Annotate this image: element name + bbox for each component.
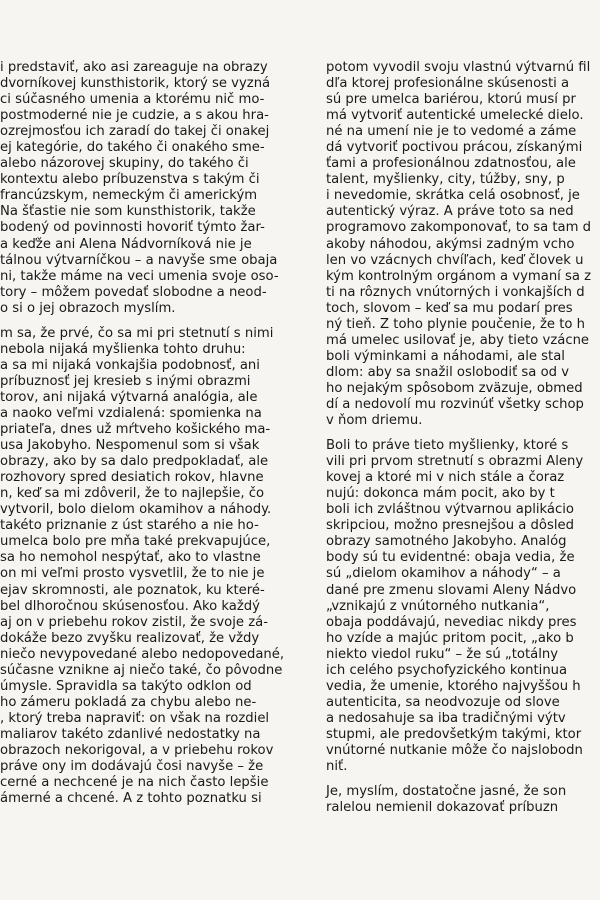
text-line: ci súčasného umenia a ktorému nič mo- xyxy=(0,92,265,108)
text-line: „vznikajú z vnútorného nutkania“, xyxy=(326,598,550,614)
text-line: né na umení nie je to vedomé a záme xyxy=(326,124,577,140)
text-line: kontextu alebo príbuzenstva s takým či xyxy=(0,172,260,188)
text-line: , ktorý treba napraviť: on však na rozdiel xyxy=(0,710,270,726)
text-line: dané pre zmenu slovami Aleny Nádvo xyxy=(326,582,577,598)
text-line: on mi veľmi prosto vysvetlil, že to nie je xyxy=(0,566,265,582)
text-line: ich celého psychofyzického kontinua xyxy=(326,662,568,678)
text-line: má vytvoriť autentické umelecké dielo. xyxy=(326,108,584,124)
text-line: talent, myšlienky, city, túžby, sny, p xyxy=(326,172,565,188)
text-line: sa ho nemohol nespýtať, ako to vlastne xyxy=(0,550,261,566)
text-line: ťami a profesionálnou zdatnosťou, ale xyxy=(326,156,576,172)
text-line: body sú tu evidentné: obaja vedia, že xyxy=(326,550,575,566)
text-line: tory – môžem povedať slobodne a neod- xyxy=(0,284,267,300)
text-line: dvorníkovej kunsthistorik, ktorý se vyzná xyxy=(0,76,271,92)
text-line: aj on v priebehu rokov zistil, že svoje zá- xyxy=(0,614,268,630)
text-line: vnútorné nutkanie môže čo najslobodn xyxy=(326,742,583,758)
text-line: vili pri prvom stretnutí s obrazmi Aleny xyxy=(326,454,584,470)
text-line: akoby náhodou, akýmsi zadným vcho xyxy=(326,236,575,252)
text-line: programovo zakomponovať, to sa tam d xyxy=(326,220,592,236)
text-line: i nevedomie, skrátka celá osobnosť, je xyxy=(326,188,580,204)
text-line: sú „dielom okamihov a náhody“ – a xyxy=(326,566,561,582)
text-line: dľa ktorej profesionálne skúsenosti a xyxy=(326,76,570,92)
text-line: príbuznosť jej kresieb s inými obrazmi xyxy=(0,373,251,389)
text-line: rozhovory spred desiatich rokov, hlavne xyxy=(0,470,264,486)
text-column-right xyxy=(326,60,600,816)
paragraph-gap xyxy=(326,775,600,784)
text-line: francúzskym, nemeckým či americkým xyxy=(0,188,258,204)
text-line: úmysle. Spravidla sa takýto odklon od xyxy=(0,678,252,694)
text-column-left xyxy=(0,60,296,807)
text-line: autenticita, sa neodvozuje od slove xyxy=(326,694,560,710)
text-line: ozrejmosťou ich zaradí do takej či onakej xyxy=(0,124,270,140)
text-line: bel dlhoročnou skúsenosťou. Ako každý xyxy=(0,598,260,614)
text-line: takéto priznanie z úst starého a nie ho- xyxy=(0,518,259,534)
text-line: tálnou výtvarníčkou – a navyše sme obaja xyxy=(0,252,278,268)
text-line: cerné a nechcené je na nich často lepšie xyxy=(0,775,269,791)
text-line: ralelou nemienil dokazovať príbuzn xyxy=(326,800,559,816)
text-line: dí a nedovolí mu rozvinúť všetky schop xyxy=(326,396,584,412)
text-line: ti na rôznych vnútorných i vonkajších d xyxy=(326,284,585,300)
text-line: Je, myslím, dostatočne jasné, že son xyxy=(326,784,567,800)
text-line: dá vytvoriť poctivou prácou, získanými xyxy=(326,140,583,156)
text-line: Boli to práve tieto myšlienky, ktoré s xyxy=(326,438,569,454)
text-line: boli výminkami a náhodami, ale stal xyxy=(326,348,565,364)
text-line: ejav skromnosti, ale poznatok, ku které- xyxy=(0,582,265,598)
text-line: a nedosahuje sa iba tradičnými výtv xyxy=(326,710,566,726)
text-line: obrazoch nekorigoval, a v priebehu rokov xyxy=(0,742,274,758)
text-line: stupmi, ale predovšetkým takými, ktor xyxy=(326,726,582,742)
text-line: kým kontrolným orgánom a vymaní sa z xyxy=(326,268,592,284)
text-line: obrazy samotného Jakobyho. Analóg xyxy=(326,534,567,550)
text-line: niekto viedol ruku“ – že sú „totálny xyxy=(326,646,559,662)
text-line: i predstaviť, ako asi zareaguje na obrazy xyxy=(0,60,268,75)
text-line: o si o jej obrazoch myslím. xyxy=(0,300,176,316)
text-line: a sa mi nijaká vonkajšia podobnosť, ani xyxy=(0,357,260,373)
text-line: v ňom driemu. xyxy=(326,413,423,429)
text-line: len vo vzácnych chvíľach, keď človek u xyxy=(326,252,584,268)
paragraph-gap xyxy=(326,429,600,438)
text-line: alebo názorovej skupiny, do takého či xyxy=(0,156,249,172)
text-line: ho nejakým spôsobom zväzuje, obmed xyxy=(326,380,583,396)
text-line: ej kategórie, do takého či onakého sme- xyxy=(0,140,265,156)
text-line: niečo nevypovedané alebo nedopovedané, xyxy=(0,646,285,662)
text-line: toch, slovom – keď sa mu podarí pres xyxy=(326,300,573,316)
text-line: dokáže bezo zvyšku realizovať, že vždy xyxy=(0,630,260,646)
text-line: Na šťastie nie som kunsthistorik, takže xyxy=(0,204,256,220)
text-line: sú pre umelca bariérou, ktorú musí pr xyxy=(326,92,576,108)
text-line: niť. xyxy=(326,759,348,775)
text-line: potom vyvodil svoju vlastnú výtvarnú fil xyxy=(326,60,591,75)
text-line: má umelec usilovať je, aby tieto vzácne xyxy=(326,332,590,348)
text-line: skripciou, možno presnejšou a dôsled xyxy=(326,518,574,534)
text-line: usa Jakobyho. Nespomenul som si však xyxy=(0,438,260,454)
text-line: n, keď sa mi zdôveril, že to najlepšie, čo xyxy=(0,486,265,502)
text-line: torov, ani nijaká výtvarná analógia, ale xyxy=(0,389,258,405)
text-line: autentický výraz. A práve toto sa ned xyxy=(326,204,574,220)
text-line: ho vzíde a majúc pritom pocit, „ako b xyxy=(326,630,574,646)
text-line: práve ony im dodávajú čosi navyše – že xyxy=(0,759,264,775)
text-line: nebola nijaká myšlienka tohto druhu: xyxy=(0,341,246,357)
text-line: umelca bolo pre mňa také prekvapujúce, xyxy=(0,534,271,550)
text-line: a naoko veľmi vzdialená: spomienka na xyxy=(0,405,262,421)
text-line: ámerné a chcené. A z tohto poznatku si xyxy=(0,791,262,807)
text-line: kovej a ktoré mi v nich stále a čoraz xyxy=(326,470,565,486)
text-line: boli ich zvláštnou výtvarnou aplikácio xyxy=(326,502,574,518)
text-line: ný tieň. Z toho plynie poučenie, že to h xyxy=(326,316,585,332)
paragraph-gap xyxy=(0,317,296,326)
text-line: obaja poddávajú, nevediac nikdy pres xyxy=(326,614,577,630)
text-line: ho zámeru pokladá za chybu alebo ne- xyxy=(0,694,257,710)
text-line: dlom: aby sa snažil oslobodiť sa od v xyxy=(326,364,570,380)
text-line: bodený od povinnosti hovoriť týmto žar- xyxy=(0,220,265,236)
text-line: nujú: dokonca mám pocit, ako by t xyxy=(326,486,555,502)
text-line: maliarov takéto zdanlivé nedostatky na xyxy=(0,726,261,742)
text-line: m sa, že prvé, čo sa mi pri stetnutí s nimi xyxy=(0,325,274,341)
text-line: obrazy, ako by sa dalo predpokladať, ale xyxy=(0,454,269,470)
text-line: priateľa, dnes už mŕtveho košického ma- xyxy=(0,422,271,438)
text-line: postmoderné nie je cudzie, a s akou hra- xyxy=(0,108,269,124)
text-line: vedia, že umenie, ktorého najvyššou h xyxy=(326,678,581,694)
text-line: súčasne vznikne aj niečo také, čo pôvodne xyxy=(0,662,283,678)
text-line: vytvoril, bolo dielom okamihov a náhody. xyxy=(0,502,272,518)
text-line: a keďže ani Alena Nádvorníková nie je xyxy=(0,236,252,252)
text-line: ni, takže máme na veci umenia svoje oso- xyxy=(0,268,279,284)
